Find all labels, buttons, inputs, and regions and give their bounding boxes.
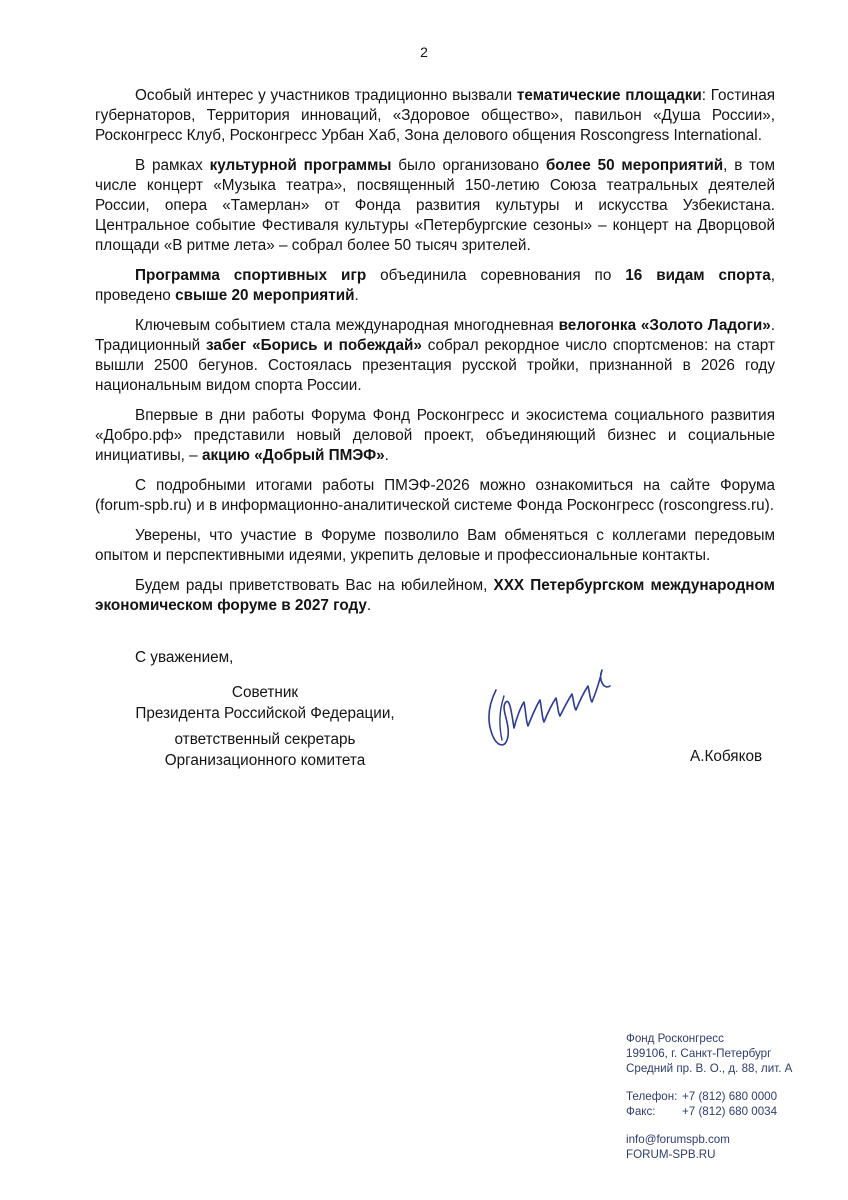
bold-text-run: Программа спортивных игр [135,267,367,284]
text-run: С подробными итогами работы ПМЭФ-2026 можно ознакомиться на сайте Форума (forum-spb.ru) и в информационно-аналитической системе Фонда Росконгресс (roscongress.ru). [95,477,775,514]
text-run: Уверены, что участие в Форуме позволило Вам обменяться с коллегами передовым опытом и перспективными идеями, укрепить деловые и профессиональные контакты. [95,527,775,564]
signer-name: А.Кобяков [690,748,763,765]
signer-title-line: Президента Российской Федерации, [135,704,395,722]
fax-label: Факс: [626,1105,656,1118]
footer-gap [626,1119,826,1132]
bold-text-run: акцию «Добрый ПМЭФ» [201,447,385,464]
text-run: . [354,287,359,304]
closing-greeting: С уважением, [135,649,234,666]
paragraph-sports-program [95,266,775,306]
text-run: , проведено [95,267,775,304]
bold-text-run: тематические площадки [516,87,702,104]
footer-email: info@forumspb.com [626,1133,730,1146]
text-run: Ключевым событием стала международная многодневная [135,317,559,334]
phone-number: +7 (812) 680 0000 [682,1090,778,1103]
signature-stroke [489,670,610,745]
bold-text-run: более 50 мероприятий [545,157,724,174]
bold-text-run: велогонка «Золото Ладоги» [558,317,771,334]
fax-number: +7 (812) 680 0034 [682,1105,778,1118]
bold-text-run: забег «Борись и побеждай» [206,337,422,354]
letter-body [95,86,775,626]
footer-website: FORUM-SPB.RU [626,1148,716,1161]
paragraph-cultural-program [95,156,775,256]
signer-title-line: ответственный секретарь [174,731,356,748]
text-run: Особый интерес у участников традиционно вызвали [135,87,517,104]
bold-text-run: культурной программы [209,157,392,174]
signer-title-line: Советник [231,684,299,701]
bold-text-run: XXX Петербургском международном экономическом форуме в 2027 году [95,577,775,614]
handwritten-signature [470,650,620,760]
bold-text-run: 16 видам спорта [625,267,771,284]
paragraph-thematic-venues [95,86,775,146]
paragraph-key-events [95,316,775,396]
phone-label: Телефон: [626,1090,678,1103]
text-run: Впервые в дни работы Форума Фонд Росконгресс и экосистема социального развития «Добро.рф» представили новый деловой проект, объединяющий бизнес и социальные инициативы, – [95,407,775,464]
footer-address-line: Средний пр. В. О., д. 88, лит. А [626,1062,793,1075]
page-number: 2 [420,44,428,60]
paragraph-dobro-project [95,406,775,466]
bold-text-run: свыше 20 мероприятий [175,287,355,304]
text-run: объединила соревнования по [366,267,626,284]
text-run: . Традиционный [95,317,776,354]
text-run: было организовано [391,157,546,174]
footer-fax [626,1104,826,1119]
paragraph-results-links [95,476,775,516]
footer-address-line: 199106, г. Санкт-Петербург [626,1047,772,1060]
text-run: , в том числе концерт «Музыка театра», посвященный 150-летию Союза театральных деятелей России, опера «Тамерлан» от Фонда развития культуры и искусства Узбекистана. Центральное событие Фестиваля культуры «Петербургские сезоны» – концерт на Дворцовой площади «В ритме лета» – собрал более 50 тысяч зрителей. [95,157,776,254]
text-run: . [366,597,372,614]
text-run: В рамках [135,157,210,174]
signature-lead-stroke [500,696,504,740]
signer-title [95,683,435,771]
signer-title-line: Организационного комитета [164,751,366,769]
text-run: . [384,447,389,464]
footer-gap [626,1076,826,1089]
footer-contacts [626,1031,826,1162]
text-run: : Гостиная губернаторов, Территория инноваций, «Здоровое общество», павильон «Душа России», Росконгресс Клуб, Росконгресс Урбан Хаб, Зона делового общения Roscongress International. [95,87,775,144]
footer-phone [626,1089,826,1104]
text-run: собрал рекордное число спортсменов: на старт вышли 2500 бегунов. Состоялась презентация русской тройки, признанной в 2026 году национальным видом спорта России. [95,337,775,394]
paragraph-invitation [95,576,775,616]
paragraph-experience-exchange [95,526,775,566]
footer-org: Фонд Росконгресс [626,1032,724,1045]
text-run: Будем рады приветствовать Вас на юбилейном, [135,577,494,594]
